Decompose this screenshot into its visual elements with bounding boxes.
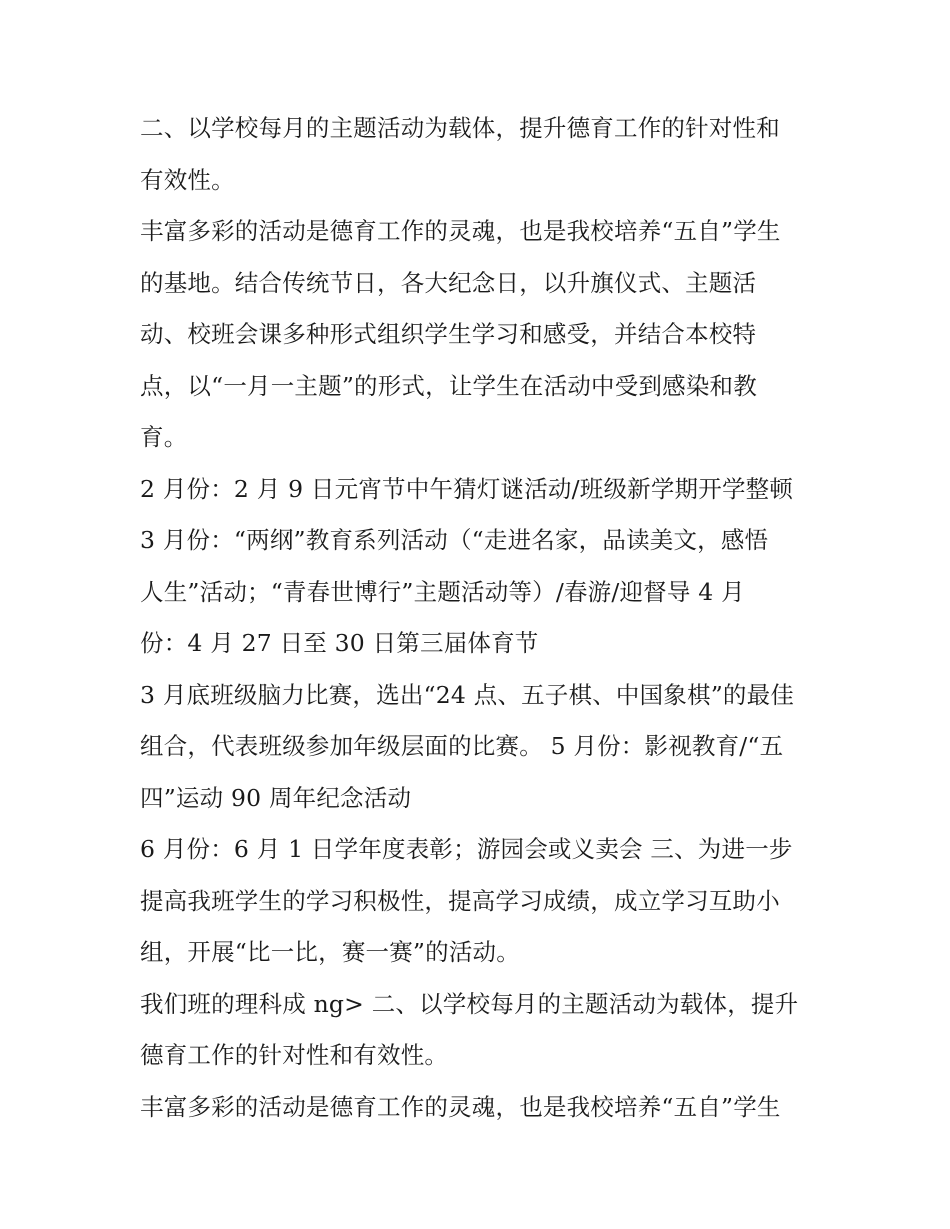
text-line: 育。 xyxy=(140,423,188,451)
text-line: 3 月底班级脑力比赛，选出“24 点、五子棋、中国象棋”的最佳 xyxy=(140,680,795,709)
text-line: 的基地。结合传统节日，各大纪念日，以升旗仪式、主题活 xyxy=(140,268,757,297)
text-line: 2 月份：2 月 9 日元宵节中午猜灯谜活动/班级新学期开学整顿 xyxy=(140,474,794,503)
text-line: 我们班的理科成 ng> 二、以学校每月的主题活动为载体，提升 xyxy=(140,989,799,1018)
text-line: 德育工作的针对性和有效性。 xyxy=(140,1041,449,1069)
text-line: 3 月份：“两纲”教育系列活动（“走进名家，品读美文，感悟 xyxy=(140,526,769,554)
text-line: 有效性。 xyxy=(140,165,235,194)
text-line: 组，开展“比一比，赛一赛”的活动。 xyxy=(140,938,520,966)
text-line: 丰富多彩的活动是德育工作的灵魂，也是我校培养“五自”学生 xyxy=(140,1092,781,1121)
text-line: 丰富多彩的活动是德育工作的灵魂，也是我校培养“五自”学生 xyxy=(140,217,781,245)
text-line: 人生”活动；“青春世博行”主题活动等）/春游/迎督导 4 月 xyxy=(140,577,745,606)
text-line: 组合，代表班级参加年级层面的比赛。 5 月份：影视教育/“五 xyxy=(140,732,784,760)
document-body xyxy=(140,103,820,1133)
text-line: 四”运动 90 周年纪念活动 xyxy=(140,783,412,812)
text-line: 动、校班会课多种形式组织学生学习和感受，并结合本校特 xyxy=(140,320,757,348)
text-line: 提高我班学生的学习积极性，提高学习成绩，成立学习互助小 xyxy=(140,886,780,915)
text-line: 二、以学校每月的主题活动为载体，提升德育工作的针对性和 xyxy=(140,114,780,142)
text-line: 6 月份：6 月 1 日学年度表彰；游园会或义卖会 三、为进一步 xyxy=(140,835,793,863)
text-line: 点，以“一月一主题”的形式，让学生在活动中受到感染和教 xyxy=(140,371,757,400)
text-line: 份：4 月 27 日至 30 日第三届体育节 xyxy=(140,629,539,657)
